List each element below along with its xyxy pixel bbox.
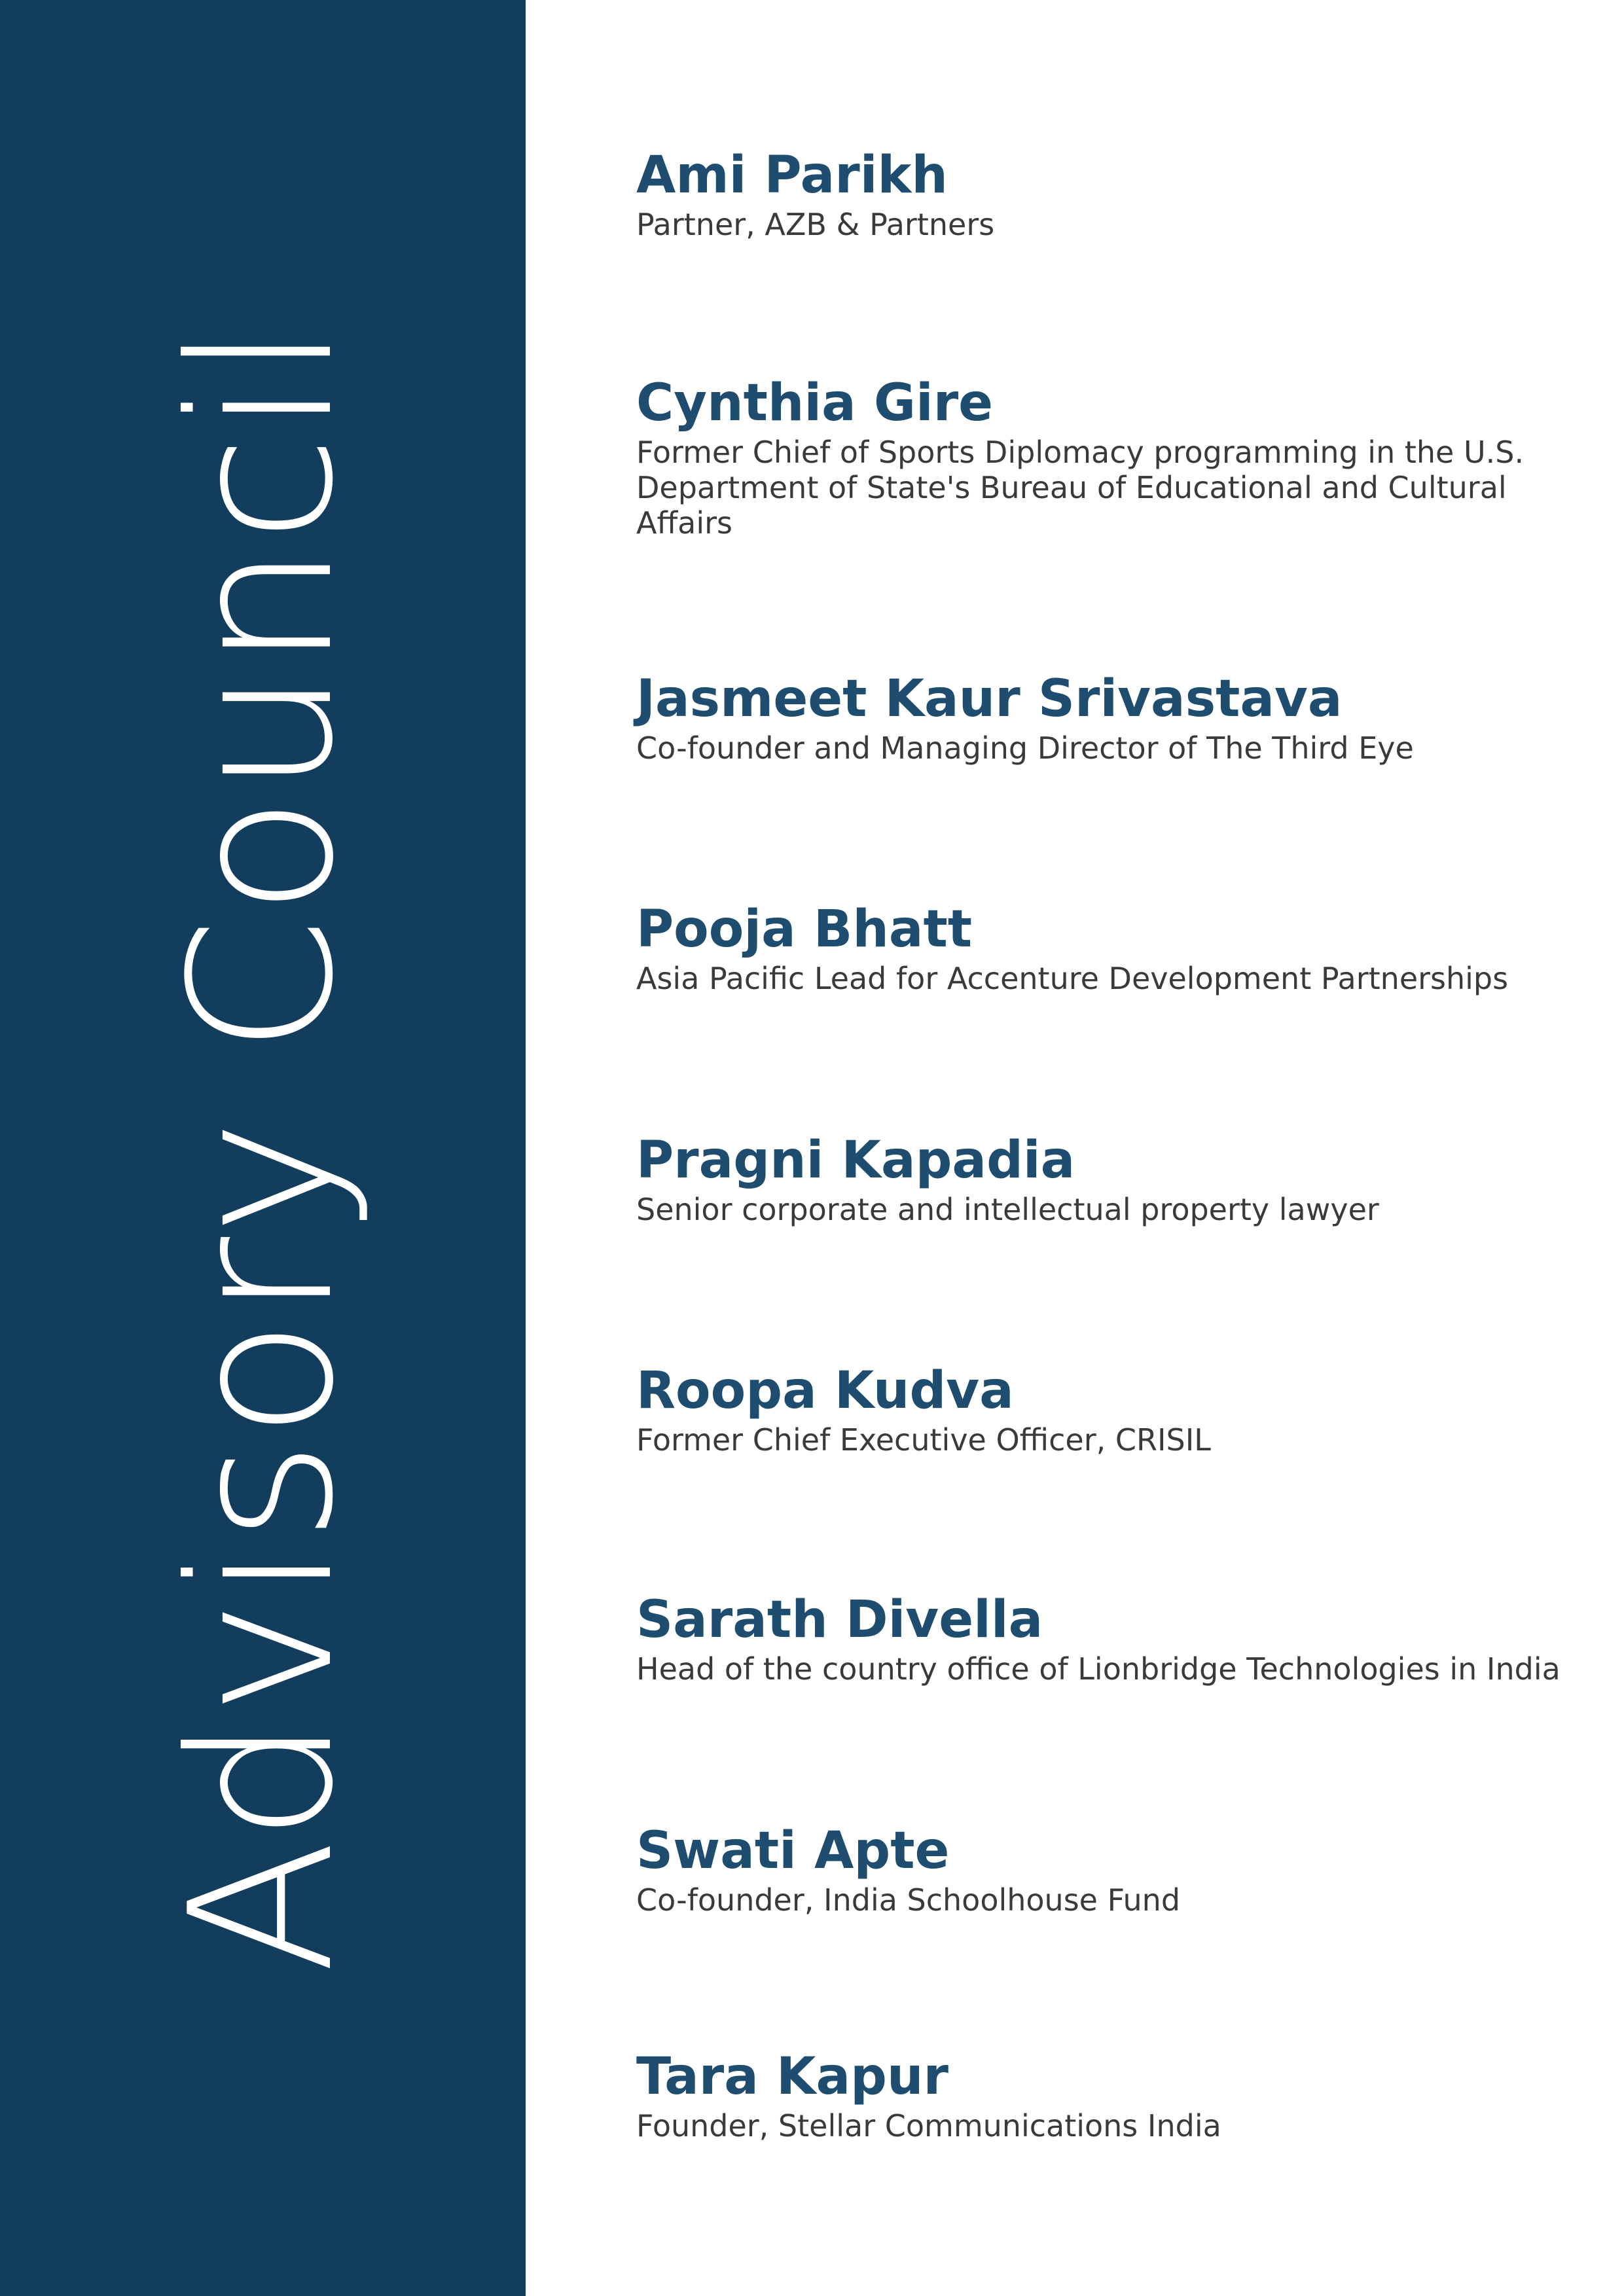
member-role: Asia Pacific Lead for Accenture Development Partnerships	[636, 961, 1509, 996]
member-name: Jasmeet Kaur Srivastava	[636, 670, 1343, 728]
member-name: Cynthia Gire	[636, 374, 994, 433]
member-role: Head of the country office of Lionbridge Technologies in India	[636, 1651, 1561, 1687]
list-item	[636, 898, 1592, 996]
list-item	[636, 372, 1592, 541]
member-name: Roopa Kudva	[636, 1361, 1014, 1420]
member-role: Founder, Stellar Communications India	[636, 2108, 1221, 2144]
member-role: Co-founder, India Schoolhouse Fund	[636, 1882, 1181, 1918]
member-role: Partner, AZB & Partners	[636, 207, 995, 242]
list-item	[636, 1359, 1592, 1458]
list-item	[636, 1820, 1592, 1918]
member-name: Pragni Kapadia	[636, 1131, 1075, 1190]
list-item	[636, 668, 1592, 766]
advisory-council-list	[636, 0, 1592, 2296]
member-role: Former Chief Executive Officer, CRISIL	[636, 1422, 1211, 1458]
member-role: Senior corporate and intellectual property lawyer	[636, 1192, 1379, 1227]
list-item	[636, 1129, 1592, 1227]
member-role: Co-founder and Managing Director of The Third Eye	[636, 730, 1414, 766]
member-name: Sarath Divella	[636, 1590, 1043, 1649]
list-item	[636, 2045, 1592, 2144]
list-item	[636, 1588, 1592, 1687]
member-name: Pooja Bhatt	[636, 900, 973, 959]
member-name: Tara Kapur	[636, 2047, 948, 2106]
sidebar-panel	[0, 0, 526, 2296]
member-name: Ami Parikh	[636, 146, 948, 205]
member-role: Former Chief of Sports Diplomacy programming in the U.S. Department of State's Bureau of Educational and Cultural Affairs	[636, 435, 1525, 541]
member-name: Swati Apte	[636, 1821, 950, 1880]
page-title: Advisory Council	[148, 321, 376, 1975]
list-item	[636, 144, 1592, 242]
